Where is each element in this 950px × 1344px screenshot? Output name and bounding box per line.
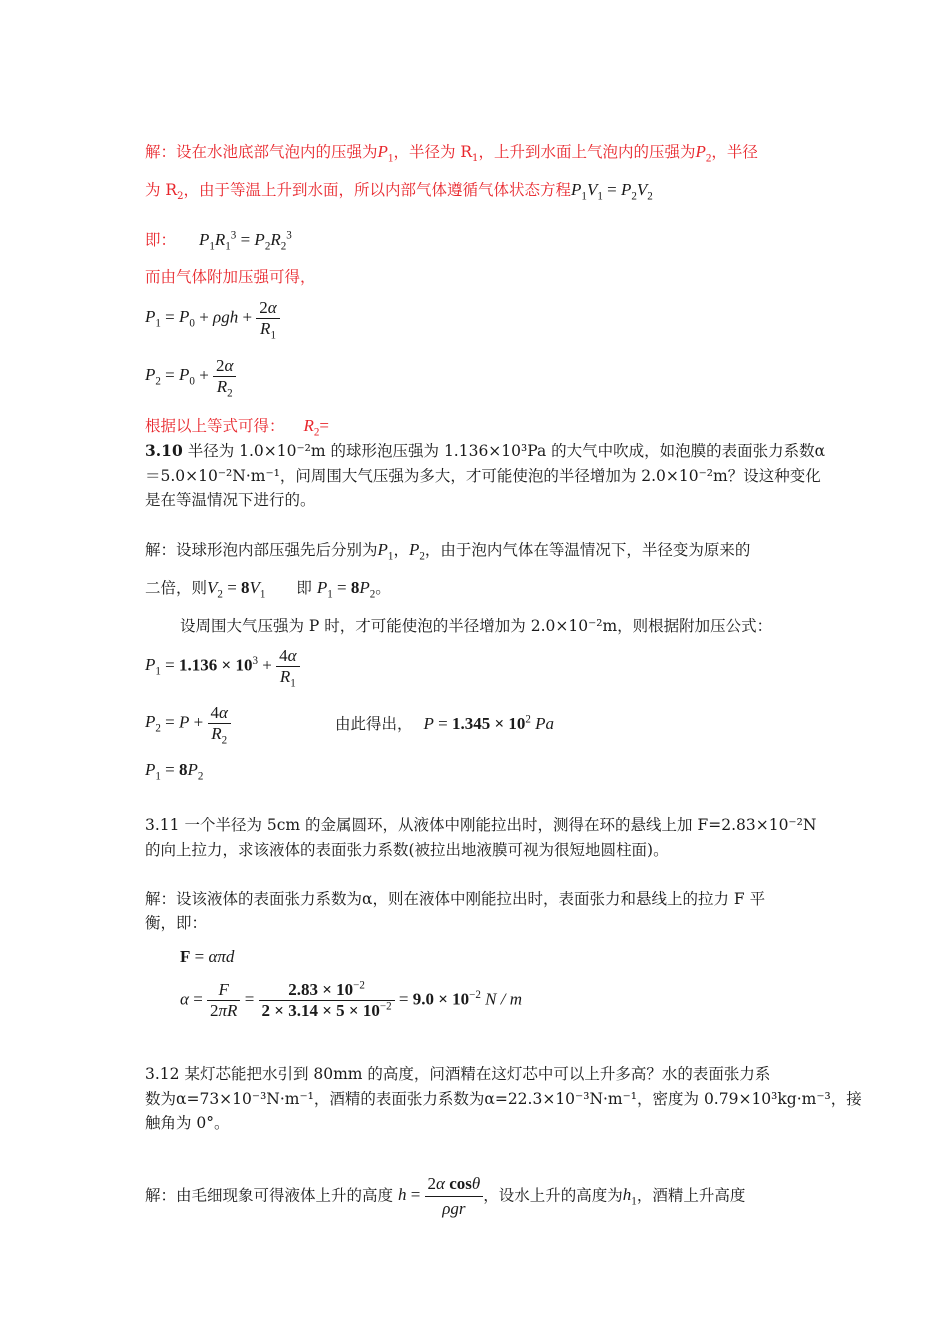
sol1-line2: 为 $R_2$，由于等温上升到水面，所以内部气体遵循气体状态方程$P_1V_1 = P_2V_2$ (145, 180, 653, 203)
sol311-line2: 衡，即： (145, 914, 208, 932)
eq-310-ratio: $P_1 = 8P_2$ (145, 760, 204, 783)
sol1-line2b: ，由于等温上升到水面，所以内部气体遵循气体状态方程 (183, 181, 572, 199)
sol310-result: 由此得出， $P = 1.345 \times 10^2$ Pa (335, 713, 555, 733)
sol1-radius-text: ，半径为 R (393, 143, 473, 161)
r2-result: $R_2=$ (303, 416, 329, 439)
state-equation: $P_1V_1 = P_2V_2$ (571, 180, 653, 203)
p312-line1: 3.12 某灯芯能把水引到 80mm 的高度，问酒精在这灯芯中可以上升多高？水的表面张力系 (145, 1065, 771, 1083)
sol1-conclude-text: 根据以上等式可得： (145, 417, 285, 435)
p310-line1-text: 半径为 1.0×10⁻²m 的球形泡压强为 1.136×10³Pa 的大气中吹成，如泡膜的表面张力系数α (187, 442, 826, 460)
eq-311-force: F = απd (180, 947, 235, 966)
eq-p2: $P_2 = P_0$ + $\frac{2\alpha}{R_2}$ (145, 356, 236, 397)
p310-line2: ＝5.0×10⁻²N·m⁻¹，问周围大气压强为多大，才可能使泡的半径增加为 2.0×10⁻²m？设这种变化 (145, 467, 821, 485)
sol310-line1: 解：设球形泡内部压强先后分别为$P_1$，$P_2$，由于泡内气体在等温情况下，半径变为原来的 (145, 540, 751, 563)
eq-311-alpha: α = $\frac{F}{2\pi R}$ = $\frac{2.83 \times 10^{-2}}{2 \times 3.14 \times 5 \times 10^{-2}}$ = $9.0 \times 10^{-2}$ N / m (180, 979, 522, 1020)
sol1-line1-text: 解：设在水池底部气泡内的压强为 (145, 143, 378, 161)
p312-line2: 数为α=73×10⁻³N·m⁻¹，酒精的表面张力系数为α=22.3×10⁻³N·m⁻¹，密度为 0.79×10³kg·m⁻³，接 (145, 1090, 862, 1108)
eq-310-p2: $P_2 = P$ + $\frac{4\alpha}{R_2}$ (145, 703, 231, 744)
sol312-c: ，酒精上升高度 (636, 1186, 746, 1205)
p311-line2: 的向上拉力，求该液体的表面张力系数(被拉出地液膜可视为很短地圆柱面)。 (145, 841, 669, 859)
p2-symbol: $P_2$ (695, 142, 712, 165)
sol310-line2: 二倍，则$V_2 = 8V_1$ 即 $P_1 = 8P_2$。 (145, 578, 391, 601)
sol1-radius2-text: ，半径 (711, 143, 758, 161)
p310-line1 (145, 439, 825, 463)
sol310-derive-text: 由此得出， (335, 715, 413, 733)
p312-line3: 触角为 0°。 (145, 1114, 230, 1132)
sol1-line1: 解：设在水池底部气泡内的压强为$P_1$，半径为 $R_1$，上升到水面上气泡内的压强为$P_2$，半径 (145, 142, 758, 165)
isothermal-eq: $P_1R_1^3 = P_2R_2^3$ (198, 229, 292, 253)
sol312-b: ，设水上升的高度为 (483, 1186, 623, 1205)
sol1-ji: 即： (145, 231, 177, 249)
sol310-line3: 设周围大气压强为 P 时，才可能使泡的半径增加为 2.0×10⁻²m，则根据附加压公式： (180, 617, 773, 635)
sol1-ji-line (145, 228, 292, 252)
sol1-conclude (145, 414, 329, 438)
sol1-line2a: 为 R (145, 181, 178, 199)
sol1-pressure-text: 而由气体附加压强可得， (145, 268, 316, 286)
sol311-line1: 解：设该液体的表面张力系数为α，则在液体中刚能拉出时，表面张力和悬线上的拉力 F 平 (145, 890, 766, 908)
eq-310-p1: $P_1 = 1.136 \times 10^3$ + $\frac{4\alpha}{R_1}$ (145, 646, 300, 687)
p310-line3: 是在等温情况下进行的。 (145, 491, 316, 509)
sol1-rise-text: ，上升到水面上气泡内的压强为 (478, 143, 696, 161)
p310-number: 3.10 (145, 441, 183, 460)
eq-p1: $P_1 = P_0 + \rho gh$ + $\frac{2\alpha}{R_1}$ (145, 298, 280, 339)
sol312-line: 解：由毛细现象可得液体上升的高度 h = $\frac{\text{2α cosθ}}{\text{ρgr}}$ ，设水上升的高度为$h_1$，酒精上升高度 (145, 1172, 745, 1221)
sol312-a: 解：由毛细现象可得液体上升的高度 (145, 1186, 394, 1205)
p1-symbol: $P_1$ (377, 142, 394, 165)
p311-line1: 3.11 一个半径为 5cm 的金属圆环，从液体中刚能拉出时，测得在环的悬线上加 F=2.83×10⁻²N (145, 816, 817, 834)
